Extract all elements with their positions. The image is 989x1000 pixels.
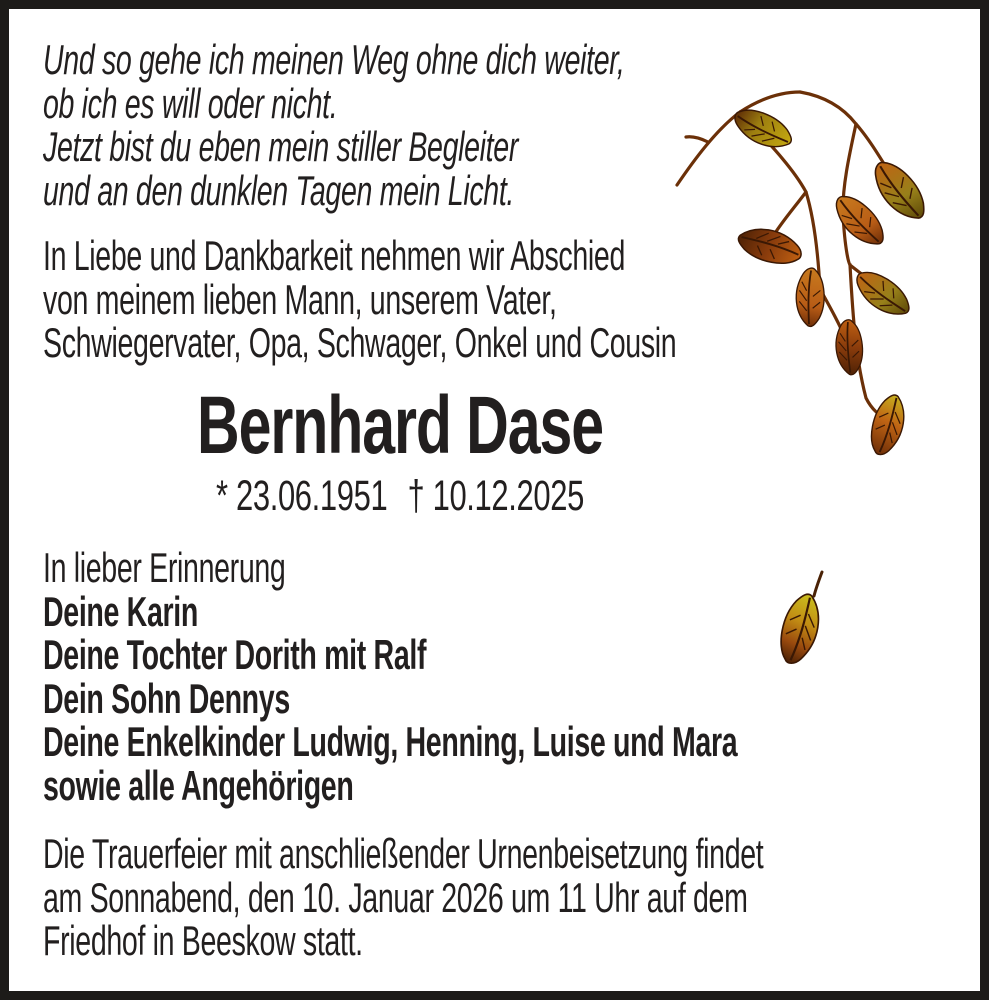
autumn-branch-icon: [660, 80, 940, 460]
funeral-line: Friedhof in Beeskow statt.: [43, 917, 363, 964]
intro-line: von meinem lieben Mann, unserem Vater,: [43, 275, 557, 323]
mourners-list: [43, 546, 737, 807]
mourner-line: Deine Tochter Dorith mit Ralf: [43, 631, 427, 678]
autumn-branch-image: [660, 80, 940, 460]
deceased-name-row: [43, 380, 757, 471]
mourner-line: Deine Karin: [43, 587, 198, 635]
death-date: † 10.12.2025: [407, 472, 584, 520]
intro-text: [43, 234, 676, 365]
autumn-leaf-image: [768, 566, 844, 674]
mourner-line: Dein Sohn Dennys: [43, 674, 290, 722]
birth-date: * 23.06.1951: [216, 472, 388, 520]
life-dates: [143, 474, 657, 519]
funeral-line: am Sonnabend, den 10. Januar 2026 um 11 Uhr auf dem: [43, 873, 748, 921]
poem-line: ob ich es will oder nicht.: [43, 79, 338, 127]
mourners-intro: In lieber Erinnerung: [43, 544, 286, 591]
poem: [43, 38, 624, 212]
mourner-line: Deine Enkelkinder Ludwig, Henning, Luise und Mara: [43, 718, 738, 765]
intro-line: In Liebe und Dankbarkeit nehmen wir Abschied: [43, 232, 626, 279]
poem-line: und an den dunklen Tagen mein Licht.: [43, 166, 515, 214]
funeral-info: [43, 832, 763, 963]
deceased-name: Bernhard Dase: [197, 380, 603, 471]
intro-line: Schwiegervater, Opa, Schwager, Onkel und Cousin: [43, 319, 677, 366]
funeral-line: Die Trauerfeier mit anschließender Urnenbeisetzung findet: [43, 830, 764, 877]
mourner-line: sowie alle Angehörigen: [43, 761, 354, 809]
autumn-leaf-icon: [768, 566, 844, 674]
life-dates-row: [43, 474, 757, 519]
poem-line: Jetzt bist du eben mein stiller Begleiter: [43, 123, 519, 170]
poem-line: Und so gehe ich meinen Weg ohne dich weiter,: [43, 36, 625, 83]
